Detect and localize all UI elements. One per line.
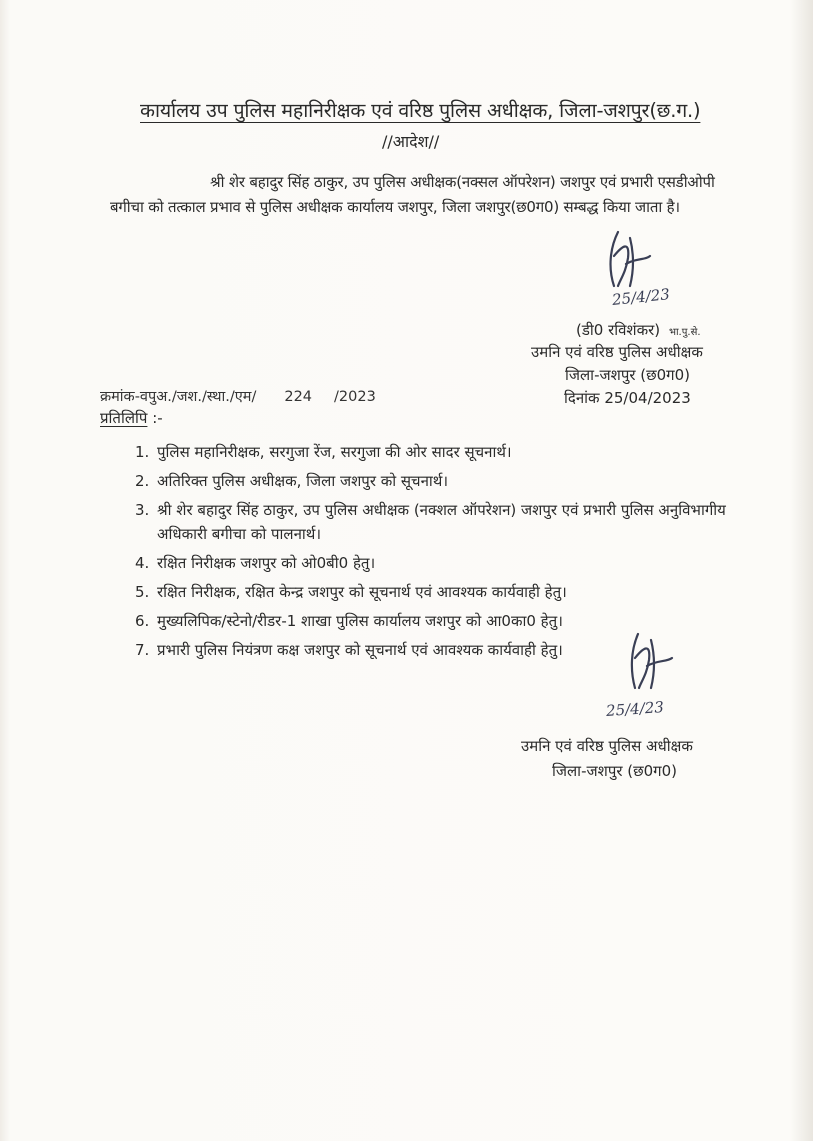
reference-num: 224 (284, 389, 313, 405)
bottom-district: जिला-जशपुर (छ0ग0) (552, 762, 677, 780)
signature-bottom-scribble (622, 628, 682, 698)
list-item: 7. प्रभारी पुलिस नियंत्रण कक्ष जशपुर को सूचनार्थ एवं आवश्यक कार्यवाही हेतु। (135, 641, 563, 659)
office-title: कार्यालय उप पुलिस महानिरीक्षक एवं वरिष्ठ पुलिस अधीक्षक, जिला-जशपुर(छ.ग.) (140, 99, 701, 122)
signature-top-scribble (600, 226, 660, 296)
list-item: 3. श्री शेर बहादुर सिंह ठाकुर, उप पुलिस अधीक्षक (नक्शल ऑपरेशन) जशपुर एवं प्रभारी पुलिस अनुविभागीय अधिकारी बगीचा को पालनार्थ। (135, 501, 726, 543)
copy-to-label: प्रतिलिपि (100, 409, 148, 427)
order-paragraph: श्री शेर बहादुर सिंह ठाकुर, उप पुलिस अधीक्षक(नक्सल ऑपरेशन) जशपुर एवं प्रभारी एसडीओपी बगीचा को तत्काल प्रभाव से पुलिस अधीक्षक कार्यालय जशपुर, जिला जशपुर(छ0ग0) सम्बद्ध किया जाता है। (110, 173, 715, 216)
order-label: //आदेश// (382, 132, 440, 151)
reference-year: /2023 (334, 389, 376, 405)
signatory-district: जिला-जशपुर (छ0ग0) (565, 366, 690, 384)
list-item: 5. रक्षित निरीक्षक, रक्षित केन्द्र जशपुर को सूचनार्थ एवं आवश्यक कार्यवाही हेतु। (135, 583, 567, 601)
signatory-name (576, 320, 701, 340)
signatory-name-text: (डी0 रविशंकर) (576, 321, 661, 339)
list-item: 4. रक्षित निरीक्षक जशपुर को ओ0बी0 हेतु। (135, 554, 376, 572)
list-item: 1. पुलिस महानिरीक्षक, सरगुजा रेंज, सरगुजा की ओर सादर सूचनार्थ। (135, 443, 512, 461)
order-date: दिनांक 25/04/2023 (564, 389, 691, 407)
copy-to-suffix: :- (152, 409, 163, 427)
list-item: 2. अतिरिक्त पुलिस अधीक्षक, जिला जशपुर को सूचनार्थ। (135, 472, 449, 490)
reference-prefix: क्रमांक-वपुअ./जश./स्था./एम/ (100, 389, 257, 405)
copy-to-heading (100, 408, 163, 428)
bottom-designation: उमनि एवं वरिष्ठ पुलिस अधीक्षक (521, 737, 693, 755)
signature-top-date-handwritten: 25/4/23 (611, 285, 671, 309)
signatory-designation: उमनि एवं वरिष्ठ पुलिस अधीक्षक (531, 343, 703, 361)
signature-bottom-date-handwritten: 25/4/23 (605, 698, 665, 720)
reference-number (100, 386, 376, 406)
signatory-service: भा.पु.से. (668, 327, 701, 338)
list-item: 6. मुख्यलिपिक/स्टेनो/रीडर-1 शाखा पुलिस कार्यालय जशपुर को आ0का0 हेतु। (135, 612, 563, 630)
